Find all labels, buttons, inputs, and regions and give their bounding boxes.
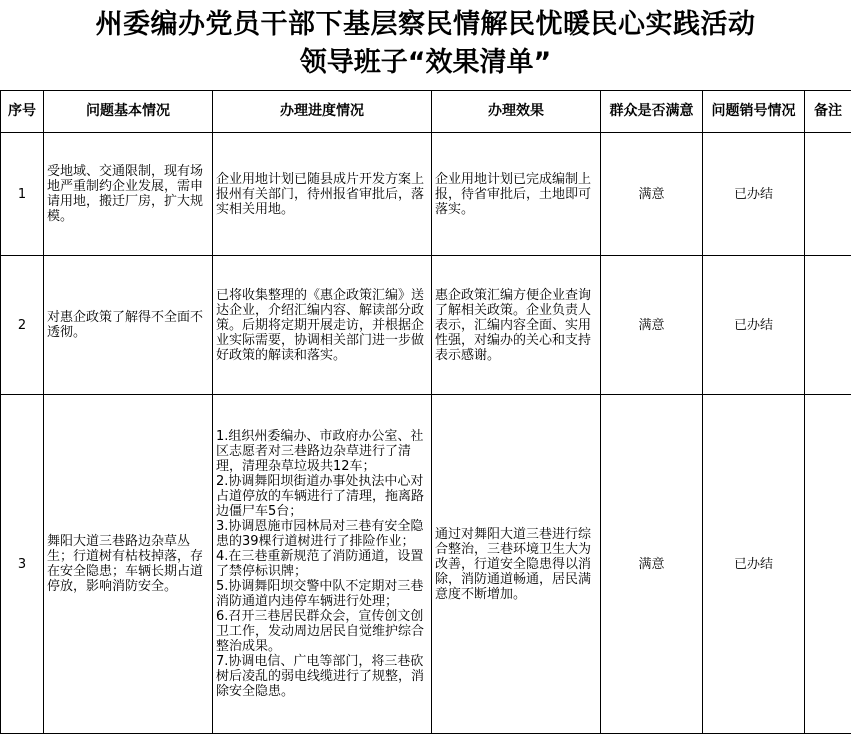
table-row	[1, 256, 851, 395]
cell-effect: 惠企政策汇编方便企业查询了解相关政策。企业负责人表示，汇编内容全面、实用性强，对编办的关心和支持表示感谢。	[432, 256, 601, 395]
progress-step: 7.协调电信、广电等部门，将三巷砍树后凌乱的弱电线缆进行了规整，消除安全隐患。	[216, 654, 425, 699]
results-table	[0, 90, 851, 734]
progress-step: 5.协调舞阳坝交警中队不定期对三巷消防通道内违停车辆进行处理；	[216, 579, 424, 609]
header-satisfied: 群众是否满意	[601, 91, 703, 133]
cell-progress: 已将收集整理的《惠企政策汇编》送达企业，介绍汇编内容、解读部分政策。后期将定期开展走访，并根据企业实际需要，协调相关部门进一步做好政策的解读和落实。	[213, 256, 432, 395]
title-line-1: 州委编办党员干部下基层察民情解民忧暖民心实践活动	[95, 9, 756, 40]
cell-satisfied: 满意	[601, 395, 703, 734]
cell-progress: 企业用地计划已随县成片开发方案上报州有关部门，待州报省审批后，落实相关用地。	[213, 133, 432, 256]
cell-status: 已办结	[703, 256, 805, 395]
cell-remark	[805, 395, 851, 734]
progress-step: 1.组织州委编办、市政府办公室、社区志愿者对三巷路边杂草进行了清理，清理杂草垃圾共12车；	[216, 429, 424, 474]
cell-status: 已办结	[703, 395, 805, 734]
cell-problem: 舞阳大道三巷路边杂草丛生；行道树有枯枝掉落，存在安全隐患；车辆长期占道停放，影响消防安全。	[44, 395, 213, 734]
header-remark: 备注	[805, 91, 851, 133]
header-progress: 办理进度情况	[213, 91, 432, 133]
progress-step: 3.协调恩施市园林局对三巷有安全隐患的39棵行道树进行了排险作业；	[216, 519, 424, 549]
cell-effect: 通过对舞阳大道三巷进行综合整治，三巷环境卫生大为改善，行道安全隐患得以消除，消防通道畅通，居民满意度不断增加。	[432, 395, 601, 734]
table-row	[1, 133, 851, 256]
cell-remark	[805, 256, 851, 395]
cell-no: 1	[1, 133, 44, 256]
header-effect: 办理效果	[432, 91, 601, 133]
cell-no: 3	[1, 395, 44, 734]
header-row	[1, 91, 851, 133]
cell-problem: 受地域、交通限制，现有场地严重制约企业发展，需申请用地，搬迁厂房，扩大规模。	[44, 133, 213, 256]
title-line-2: 领导班子“效果清单”	[299, 47, 552, 78]
header-problem: 问题基本情况	[44, 91, 213, 133]
cell-effect: 企业用地计划已完成编制上报，待省审批后，土地即可落实。	[432, 133, 601, 256]
cell-satisfied: 满意	[601, 133, 703, 256]
progress-step: 4.在三巷重新规范了消防通道，设置了禁停标识牌；	[216, 549, 424, 579]
cell-remark	[805, 133, 851, 256]
cell-no: 2	[1, 256, 44, 395]
progress-step: 2.协调舞阳坝街道办事处执法中心对占道停放的车辆进行了清理，拖离路边僵尸车5台；	[216, 474, 425, 519]
cell-progress	[213, 395, 432, 734]
header-no: 序号	[1, 91, 44, 133]
header-status: 问题销号情况	[703, 91, 805, 133]
document-title	[0, 0, 851, 90]
progress-step: 6.召开三巷居民群众会，宣传创文创卫工作，发动周边居民自觉维护综合整治成果。	[216, 609, 425, 654]
table-row	[1, 395, 851, 734]
cell-problem: 对惠企政策了解得不全面不透彻。	[44, 256, 213, 395]
cell-satisfied: 满意	[601, 256, 703, 395]
cell-status: 已办结	[703, 133, 805, 256]
